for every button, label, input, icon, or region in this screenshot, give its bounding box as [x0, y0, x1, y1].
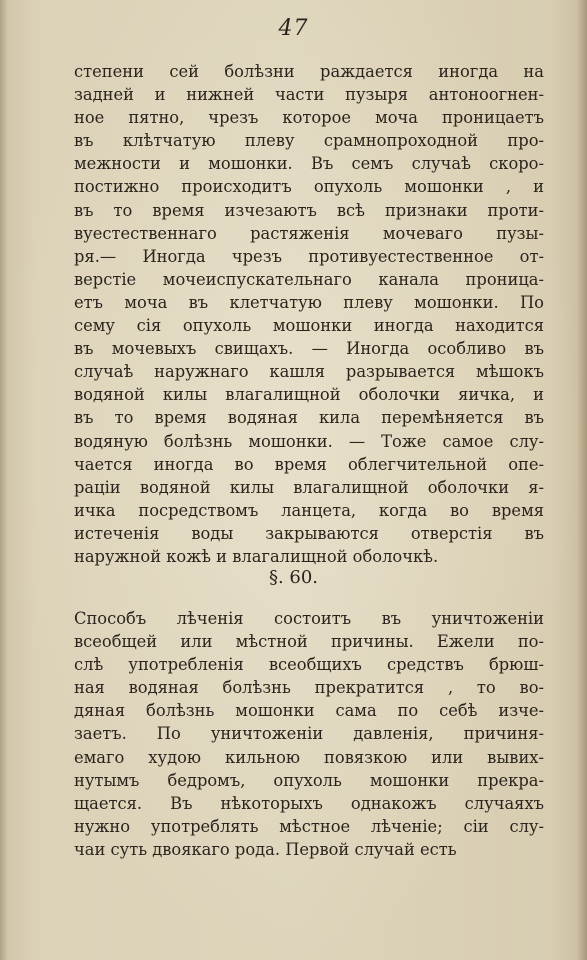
text-line: нужно употреблять мѣстное лѣченіе; сіи слу- [74, 816, 544, 836]
page-number: 47 [278, 16, 309, 41]
text-line: емаго худою кильною повязкою или вывих- [74, 747, 544, 767]
text-line: истеченія воды закрываются отверстія въ [74, 523, 544, 543]
text-line: заетъ. По уничтоженіи давленія, причиня- [74, 724, 544, 744]
text-line: ичка посредствомъ ланцета, когда во время [74, 500, 544, 520]
text-line: щается. Въ нѣкоторыхъ однакожъ случаяхъ [74, 793, 544, 813]
paragraph-2 [74, 607, 544, 861]
text-line: чается иногда во время облегчительной опе- [74, 454, 544, 474]
text-line: въ клѣтчатую плеву срамнопроходной про- [74, 131, 544, 151]
text-line: степени сей болѣзни раждается иногда на [74, 62, 544, 81]
text-line: водяной килы влагалищной оболочки яичка, и [74, 385, 544, 405]
text-line: раціи водяной килы влагалищной оболочки я- [74, 477, 544, 497]
section-heading: §. 60. [268, 567, 319, 588]
paragraph-1 [74, 60, 544, 568]
text-line: етъ моча въ клетчатую плеву мошонки. По [74, 292, 544, 312]
text-line: случаѣ наружнаго кашля разрывается мѣшокъ [74, 362, 544, 382]
text-line: нутымъ бедромъ, опухоль мошонки прекра- [74, 770, 544, 790]
text-line: ное пятно, чрезъ которое моча проницаетъ [74, 108, 544, 128]
text-line: постижно происходитъ опухоль мошонки , и [74, 177, 544, 197]
text-line: задней и нижней части пузыря антоноогнен- [74, 85, 544, 105]
text-line: вуестественнаго растяженія мочеваго пузы- [74, 223, 544, 243]
page-edge-shadow-left [0, 0, 8, 960]
page-edge-shadow-right [577, 0, 587, 960]
text-line: всеобщей или мѣстной причины. Ежели по- [74, 632, 544, 652]
text-line: чаи суть двоякаго рода. Первой случай есть [74, 839, 457, 859]
text-line: наружной кожѣ и влагалищной оболочкѣ. [74, 546, 439, 566]
text-line: межности и мошонки. Въ семъ случаѣ скоро- [74, 154, 544, 174]
text-line: слѣ употребленія всеобщихъ средствъ брюш- [74, 655, 544, 675]
text-line: дяная болѣзнь мошонки сама по себѣ изче- [74, 701, 544, 721]
text-line: Способъ лѣченія состоитъ въ уничтоженіи [74, 609, 544, 628]
text-line: ная водяная болѣзнь прекратится , то во- [74, 678, 544, 698]
text-line: водяную болѣзнь мошонки. — Тоже самое слу- [74, 431, 544, 451]
text-line: ря.— Иногда чрезъ противуестественное от- [74, 246, 544, 266]
text-line: верстіе мочеиспускательнаго канала проница- [74, 269, 544, 289]
text-line: сему сія опухоль мошонки иногда находится [74, 316, 544, 336]
text-line: въ то время изчезаютъ всѣ признаки проти- [74, 200, 544, 220]
text-line: въ мочевыхъ свищахъ. — Иногда особливо въ [74, 339, 544, 359]
text-line: въ то время водяная кила перемѣняется въ [74, 408, 544, 428]
